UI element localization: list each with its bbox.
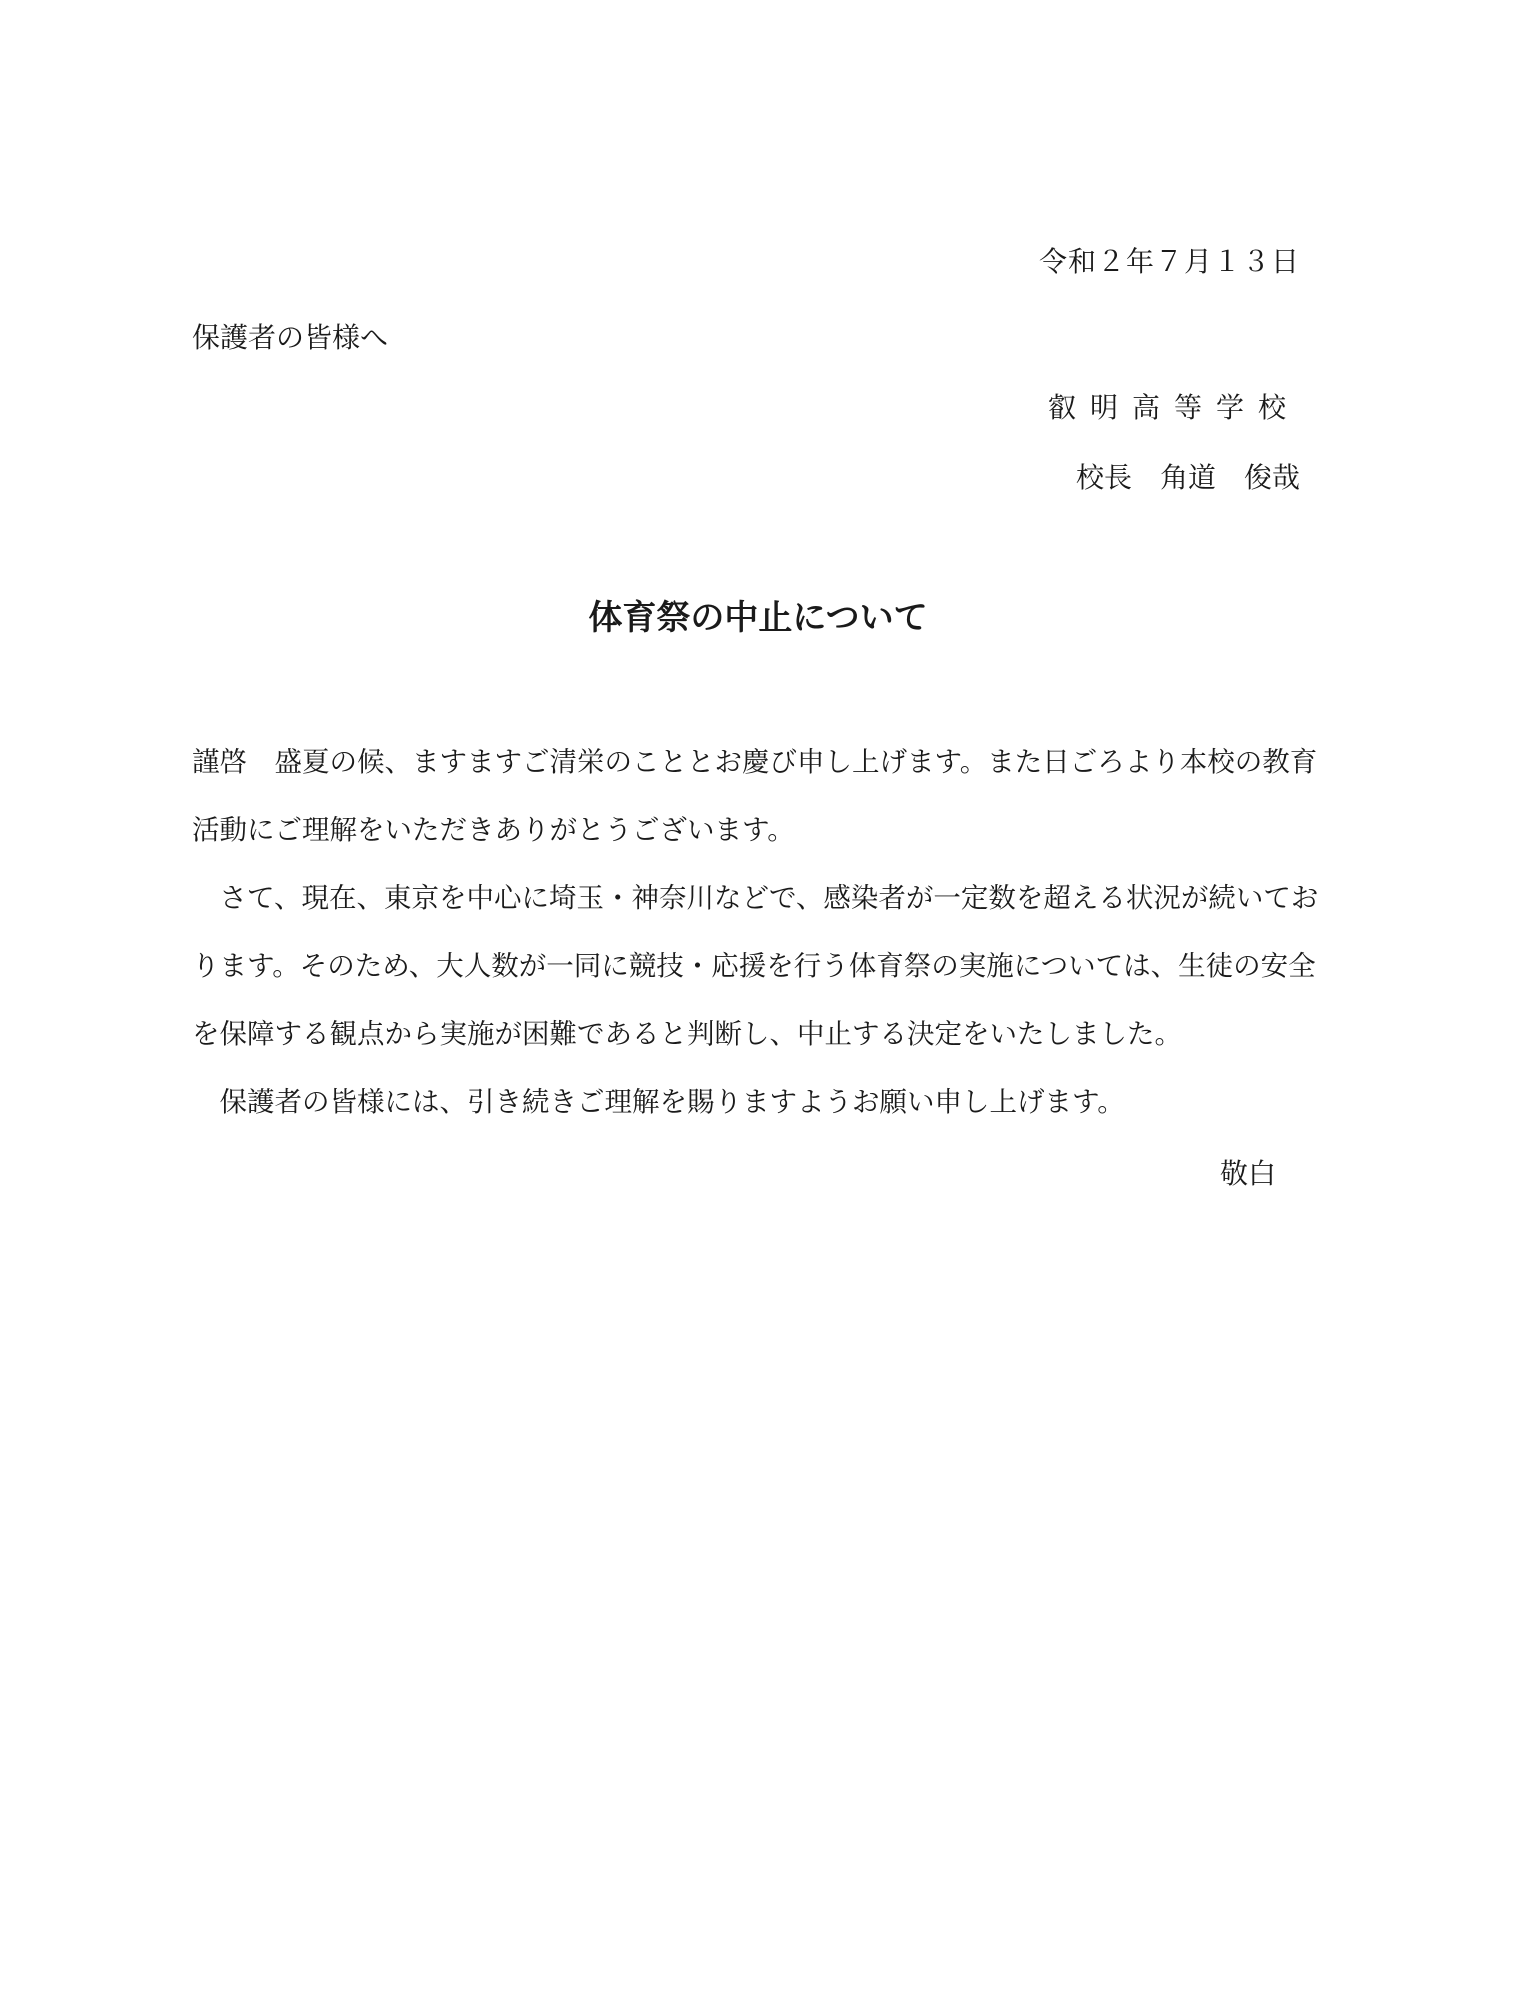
body-line: ります。そのため、大人数が一同に競技・応援を行う体育祭の実施については、生徒の安全	[192, 950, 1316, 982]
body-line: さて、現在、東京を中心に埼玉・神奈川などで、感染者が一定数を超える状況が続いてお	[192, 882, 1319, 914]
closing-remark: 敬白	[1219, 1157, 1276, 1190]
principal-title: 校長	[1075, 461, 1132, 494]
principal-signature	[1076, 456, 1300, 496]
school-name: 叡明高等学校	[1047, 391, 1300, 424]
document-title: 体育祭の中止について	[588, 598, 928, 638]
recipient-line: 保護者の皆様へ	[192, 321, 389, 354]
body-line: 謹啓 盛夏の候、ますますご清栄のこととお慶び申し上げます。また日ごろより本校の教育	[192, 746, 1318, 778]
body-line: 活動にご理解をいただきありがとうございます。	[192, 814, 795, 846]
letter-body	[192, 728, 1319, 1136]
body-line: 保護者の皆様には、引き続きご理解を賜りますようお願い申し上げます。	[192, 1086, 1125, 1118]
body-line: を保障する観点から実施が困難であると判断し、中止する決定をいたしました。	[192, 1018, 1182, 1050]
letter-date: 令和２年７月１３日	[1038, 245, 1300, 278]
principal-given-name: 俊哉	[1243, 461, 1300, 494]
principal-surname: 角道	[1159, 461, 1216, 494]
